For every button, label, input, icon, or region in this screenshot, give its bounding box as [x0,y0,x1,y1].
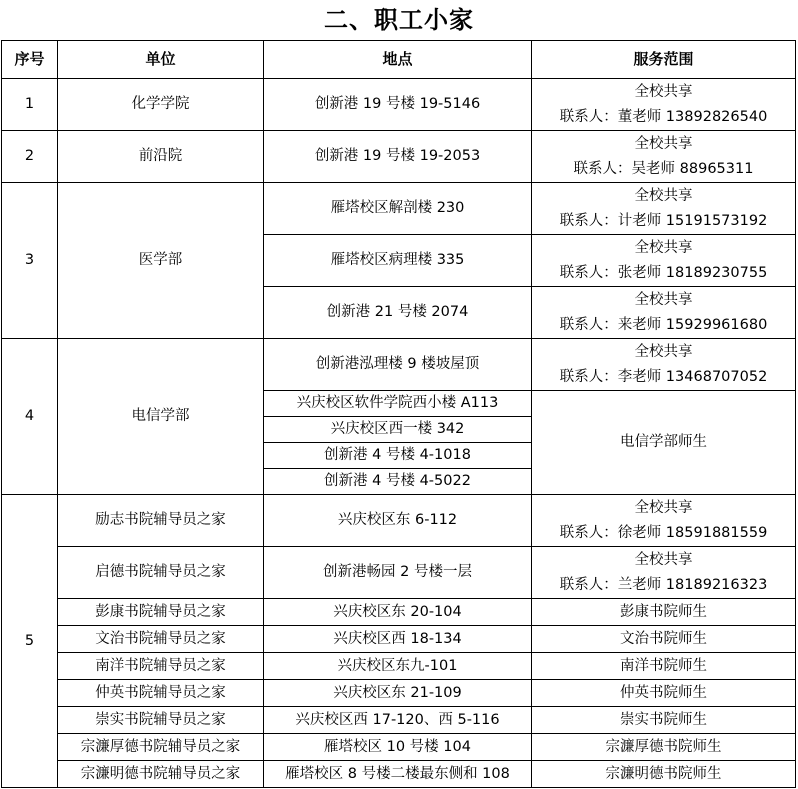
table-row [2,653,796,680]
contact-text: 联系人：来老师 15929961680 [559,316,768,333]
contact-text: 联系人：计老师 15191573192 [559,212,768,229]
location-cell: 创新港泓理楼 9 楼坡屋顶 [264,339,532,391]
scope-cell: 彭康书院师生 [532,599,796,626]
header-row [2,41,796,79]
unit-cell: 崇实书院辅导员之家 [58,707,264,734]
group-index: 1 [2,79,58,131]
location-cell: 兴庆校区东 20-104 [264,599,532,626]
scope-cell: 文治书院师生 [532,626,796,653]
group-index: 5 [2,495,58,788]
unit-cell: 励志书院辅导员之家 [58,495,264,547]
table-row [2,495,796,547]
unit-cell: 启德书院辅导员之家 [58,547,264,599]
contact-text: 联系人：李老师 13468707052 [559,368,768,385]
scope-cell: 南洋书院师生 [532,653,796,680]
scope-text: 全校共享 [634,499,693,516]
table-row [2,79,796,131]
location-cell: 雁塔校区 10 号楼 104 [264,734,532,761]
header-location: 地点 [264,41,532,79]
table-row [2,707,796,734]
scope-text: 全校共享 [634,239,693,256]
header-unit: 单位 [58,41,264,79]
scope-cell [532,287,796,339]
page-title: 二、职工小家 [324,6,474,34]
unit-cell: 前沿院 [58,131,264,183]
location-cell: 兴庆校区西一楼 342 [264,417,532,443]
group-index: 4 [2,339,58,495]
scope-text: 全校共享 [634,343,693,360]
location-cell: 兴庆校区东九-101 [264,653,532,680]
unit-cell: 宗濂明德书院辅导员之家 [58,761,264,788]
location-cell: 创新港 19 号楼 19-5146 [264,79,532,131]
table-row [2,761,796,788]
scope-cell: 崇实书院师生 [532,707,796,734]
location-cell: 雁塔校区病理楼 335 [264,235,532,287]
contact-text: 联系人：吴老师 88965311 [573,160,754,177]
unit-cell: 彭康书院辅导员之家 [58,599,264,626]
scope-cell: 宗濂明德书院师生 [532,761,796,788]
header-scope: 服务范围 [532,41,796,79]
scope-text: 全校共享 [634,551,693,568]
location-cell: 创新港 4 号楼 4-1018 [264,443,532,469]
scope-cell [532,339,796,391]
scope-cell [532,547,796,599]
table-row [2,339,796,391]
table-row [2,547,796,599]
location-cell: 兴庆校区西 17-120、西 5-116 [264,707,532,734]
group-index: 2 [2,131,58,183]
unit-cell: 仲英书院辅导员之家 [58,680,264,707]
header-index: 序号 [2,41,58,79]
location-cell: 创新港畅园 2 号楼一层 [264,547,532,599]
location-cell: 创新港 4 号楼 4-5022 [264,469,532,495]
group-index: 3 [2,183,58,339]
unit-cell: 宗濂厚德书院辅导员之家 [58,734,264,761]
location-cell: 创新港 21 号楼 2074 [264,287,532,339]
unit-cell: 化学学院 [58,79,264,131]
location-cell: 兴庆校区西 18-134 [264,626,532,653]
scope-cell: 仲英书院师生 [532,680,796,707]
table-row [2,131,796,183]
table-row [2,599,796,626]
scope-cell [532,79,796,131]
location-cell: 兴庆校区软件学院西小楼 A113 [264,391,532,417]
scope-cell [532,235,796,287]
scope-text: 全校共享 [634,291,693,308]
unit-cell: 文治书院辅导员之家 [58,626,264,653]
scope-text: 全校共享 [634,83,693,100]
scope-cell [532,131,796,183]
location-cell: 创新港 19 号楼 19-2053 [264,131,532,183]
staff-home-table [1,40,796,788]
contact-text: 联系人：兰老师 18189216323 [559,576,768,593]
table-row [2,183,796,235]
contact-text: 联系人：徐老师 18591881559 [559,524,768,541]
unit-cell: 电信学部 [58,339,264,495]
location-cell: 兴庆校区东 6-112 [264,495,532,547]
table-row [2,680,796,707]
scope-cell [532,183,796,235]
scope-cell: 电信学部师生 [532,391,796,495]
location-cell: 兴庆校区东 21-109 [264,680,532,707]
unit-cell: 南洋书院辅导员之家 [58,653,264,680]
scope-text: 全校共享 [634,187,693,204]
scope-text: 全校共享 [634,135,693,152]
unit-cell: 医学部 [58,183,264,339]
scope-cell: 宗濂厚德书院师生 [532,734,796,761]
location-cell: 雁塔校区 8 号楼二楼最东侧和 108 [264,761,532,788]
scope-cell [532,495,796,547]
table-row [2,626,796,653]
contact-text: 联系人：张老师 18189230755 [559,264,768,281]
location-cell: 雁塔校区解剖楼 230 [264,183,532,235]
contact-text: 联系人：董老师 13892826540 [559,108,768,125]
table-row [2,734,796,761]
